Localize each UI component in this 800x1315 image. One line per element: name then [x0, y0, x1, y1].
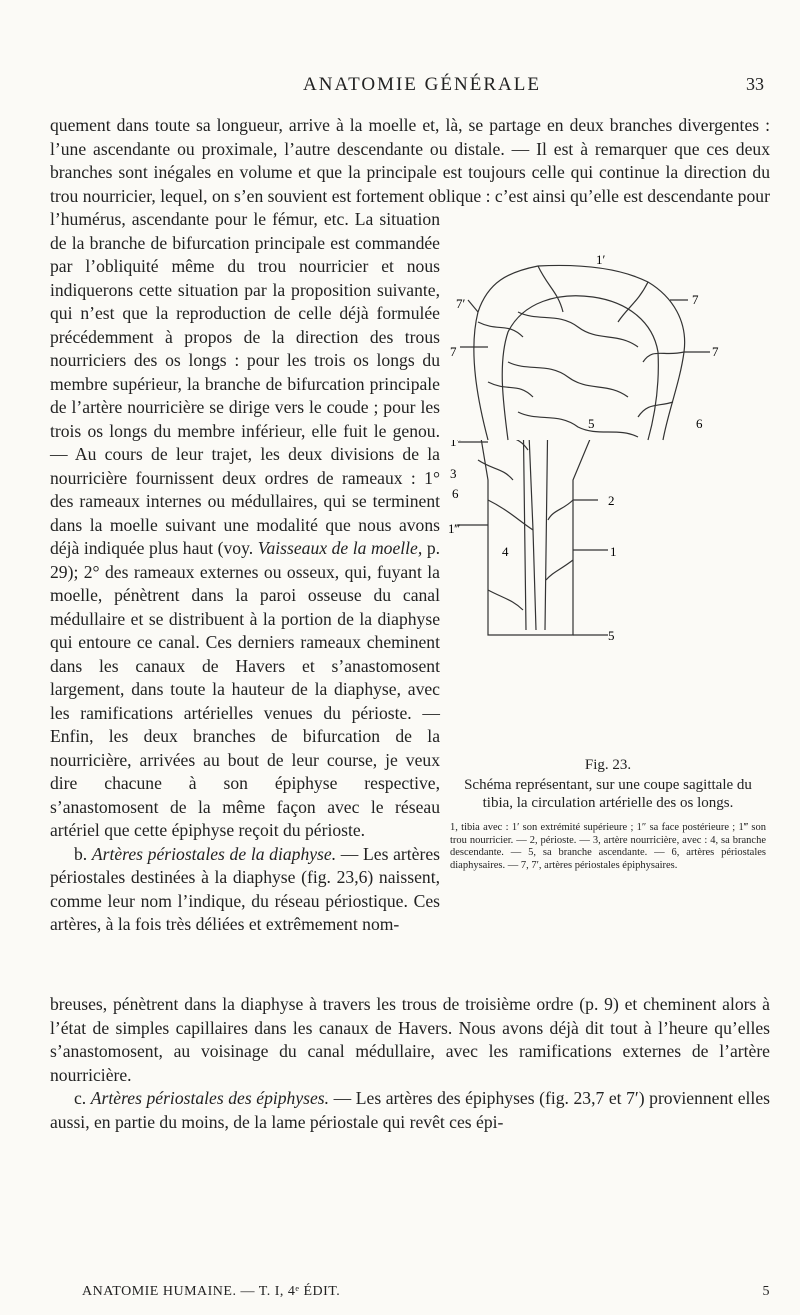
callout-2: 2	[608, 493, 615, 508]
callout-1-pp: 1″	[450, 440, 462, 449]
callout-3: 3	[450, 466, 457, 481]
callout-6a: 6	[452, 486, 459, 501]
figure-label: Fig. 23.	[584, 757, 632, 773]
epiphyseal-arteries	[478, 266, 684, 417]
callout-7b: 7	[692, 292, 699, 307]
cancellous-network	[508, 312, 638, 437]
footer-book-info: ANATOMIE HUMAINE. — T. I, 4ᵉ ÉDIT.	[82, 1284, 341, 1299]
callout-5: 5	[588, 416, 595, 431]
cross-reference: Vaisseaux de la moelle,	[257, 538, 423, 558]
figure-legend: 1, tibia avec : 1′ son extrémité supérieure ; 1″ sa face postérieure ; 1‴ son trou nourricier. — 2, périoste. — 3, artère nourricière, avec : 4, sa branche descendante. — 5, sa branche ascendante. — 6, artères périostales diaphysaires. — 7, 7′, artères périostales épiphysaires.	[450, 822, 766, 871]
figure-title: Schéma représentant, sur une coupe sagittale du tibia, la circulation artérielle des os longs.	[464, 777, 752, 811]
body-text-2a: l’humérus, ascendante pour le fémur, etc. La situation de la branche de bifurcation principale est commandée par l’obliquité même du trou nourricier et nous indiquerons cette situation par la proposition suivante, qui n’est que la reproduction de celle déjà formulée précédemment à propos de la direction des trous nourriciers des os longs : pour les trois os longs du membre supérieur, la branche de bifurcation principale de l’artère nourricière se dirige vers le coude ; pour les trois os longs du membre inférieur, elle fuit le genou. — Au cours de leur trajet, les deux divisions de la nourricière fournissent deux ordres de rameaux : 1° des rameaux internes ou médullaires, qui se terminent dans la moelle suivant une modalité que nous avons déjà indiquée plus haut (voy.	[50, 209, 440, 558]
callout-4: 4	[502, 544, 509, 559]
callout-7a: 7	[450, 344, 457, 359]
epiphysis-inner	[502, 296, 658, 440]
callout-6b: 6	[696, 416, 703, 431]
section-text-b: — Les artères périostales destinées à la diaphyse (fig. 23,6) naissent, comme leur nom l’indique, du réseau périostique. Ces artères, à la fois très déliées et extrêmement nom-	[50, 843, 440, 934]
callout-7c: 7	[712, 344, 719, 359]
section-title-c: Artères périostales des épiphyses.	[90, 1088, 330, 1108]
running-title: ANATOMIE GÉNÉRALE	[303, 74, 541, 95]
section-title-b: Artères périostales de la diaphyse.	[91, 843, 337, 864]
page-footer	[82, 1284, 770, 1300]
epiphysis-outline	[474, 265, 685, 440]
paragraph-top: quement dans toute sa longueur, arrive à la moelle et, là, se partage en deux branches divergentes : l’une ascendante ou proximale, l’autre descendante ou distale. — Il est à remarquer que ces deux branches sont inégales en volume et que la principale est toujours celle qui continue la direction du trou nourricier, lequel, on s’en souvient est fortement oblique : c’est ainsi qu’elle est descendante pour	[50, 115, 770, 206]
paragraph-bottom	[50, 993, 770, 1134]
bone-outline	[474, 440, 613, 635]
section-text-b-cont: breuses, pénètrent dans la diaphyse à travers les trous de troisième ordre (p. 9) et cheminent alors à l’état de simples capillaires dans les canaux de Havers. Nous avons déjà dit tout à l’heure qu’elles s’anastomosent, au voisinage du canal médullaire, avec les ramifications externes de l’artère nourricière.	[50, 994, 770, 1085]
figure-tibia-section	[448, 440, 778, 660]
figure-caption	[450, 757, 766, 872]
section-letter-c: c.	[74, 1088, 87, 1108]
section-letter-b: b.	[74, 843, 88, 864]
running-header	[80, 74, 764, 102]
callout-1-prime: 1′	[596, 252, 606, 267]
tibia-diagram	[448, 440, 778, 660]
callout-5b: 5	[608, 628, 615, 643]
footer-signature: 5	[762, 1284, 770, 1299]
callout-1: 1	[610, 544, 617, 559]
callout-1-ppp: 1‴	[448, 521, 460, 536]
section-text-c: — Les artères des épiphyses (fig. 23,7 et 7′) proviennent elles aussi, en partie du moins, de la lame périostale qui revêt ces épi-	[50, 1088, 770, 1132]
page-number: 33	[746, 74, 764, 94]
body-text-2b: p. 29); 2° des rameaux externes ou osseux, qui, fuyant la moelle, pénètrent dans la paroi osseuse du canal médullaire et se distribuent à la portion de la diaphyse qui entoure ce canal. Ces derniers rameaux cheminent dans les canaux de Havers et s’anastomosent largement, dans toute la hauteur de la diaphyse, avec les ramifications artérielles venues du périoste. — Enfin, les deux branches de bifurcation de la nourricière, arrivées au bout de leur course, je veux dire chacune à son épiphyse respective, s’anastomosent de la même façon avec le réseau artériel que cette épiphyse reçoit du périoste.	[50, 538, 441, 840]
callout-7-prime: 7′	[456, 296, 466, 311]
tibia-epiphysis-diagram	[448, 252, 778, 442]
paragraph-left-column	[50, 208, 440, 937]
